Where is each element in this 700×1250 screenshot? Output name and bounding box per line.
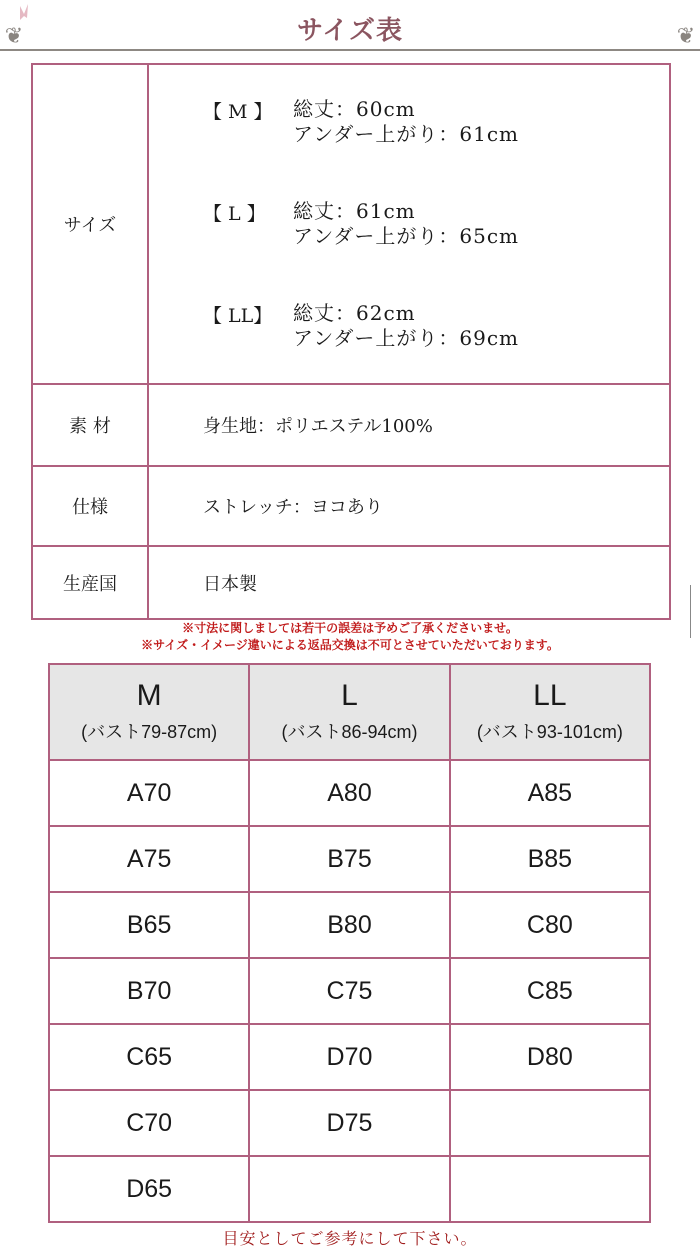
size-entry-ll [203,301,669,351]
cell: A70 [49,760,249,826]
spec-value: 日本製 [148,546,670,619]
size-tag: 【 LL】 [203,305,273,327]
floral-ornament-left-icon: ❦ [4,24,24,49]
title-bar [0,0,700,56]
total-length: 総丈：62cm [293,301,416,325]
cell: B75 [249,826,449,892]
spec-table [31,63,671,620]
cell: D75 [249,1090,449,1156]
disclaimer-notes [0,620,700,654]
cell [450,1090,650,1156]
cell: B70 [49,958,249,1024]
table-row [49,1024,650,1090]
table-row [49,958,650,1024]
cell: B80 [249,892,449,958]
spec-value: 身生地：ポリエステル100% [148,384,670,466]
under-length: アンダー上がり：69cm [293,326,520,350]
cell: D70 [249,1024,449,1090]
size-label: L [341,679,358,712]
under-length: アンダー上がり：61cm [293,122,520,146]
bra-size-table [48,663,651,1223]
size-measurements [293,97,519,147]
table-row [49,1156,650,1222]
cell: A75 [49,826,249,892]
header-l [249,664,449,760]
total-length: 総丈：60cm [293,97,416,121]
under-length: アンダー上がり：65cm [293,224,520,248]
bust-range: (バスト86-94cm) [281,722,418,742]
table-row [49,1090,650,1156]
cell: C75 [249,958,449,1024]
cell [450,1156,650,1222]
cell: C70 [49,1090,249,1156]
spec-label: 生産国 [32,546,148,619]
cell: B65 [49,892,249,958]
header-ll [450,664,650,760]
cell: A85 [450,760,650,826]
floral-ornament-right-icon: ❦ [676,24,696,49]
spec-row-material [32,384,670,466]
note-line: ※サイズ・イメージ違いによる返品交換は不可とさせていただいております。 [141,638,559,652]
spec-label: 仕様 [32,466,148,546]
size-entry-m [203,97,669,147]
bra-table-header [49,664,650,760]
size-tag: 【 M 】 [203,101,273,123]
header-m [49,664,249,760]
spec-row-spec [32,466,670,546]
note-line: ※寸法に関しましては若干の誤差は予めご了承くださいませ。 [182,621,518,635]
scrollbar[interactable] [690,585,691,638]
cell: D65 [49,1156,249,1222]
bust-range: (バスト93-101cm) [476,722,623,742]
cell: B85 [450,826,650,892]
total-length: 総丈：61cm [293,199,416,223]
table-row [49,892,650,958]
spec-row-size [32,64,670,384]
cell: A80 [249,760,449,826]
size-label: M [136,679,162,712]
table-row [49,826,650,892]
footer-note: 目安としてご参考にして下さい。 [222,1229,478,1248]
size-measurements [293,301,519,351]
spec-label: 素 材 [32,384,148,466]
cell: C65 [49,1024,249,1090]
spec-label: サイズ [32,64,148,384]
size-tag: 【 L 】 [203,203,266,225]
size-measurements [293,199,519,249]
spec-value-sizes [148,64,670,384]
size-entry-l [203,199,669,249]
cell: C85 [450,958,650,1024]
spec-value: ストレッチ：ヨコあり [148,466,670,546]
spec-row-origin [32,546,670,619]
cell: C80 [450,892,650,958]
bust-range: (バスト79-87cm) [81,722,218,742]
size-label: LL [533,679,567,712]
cell: D80 [450,1024,650,1090]
page-title: サイズ表 [297,16,403,46]
table-row [49,760,650,826]
title-divider [0,49,700,51]
cell [249,1156,449,1222]
